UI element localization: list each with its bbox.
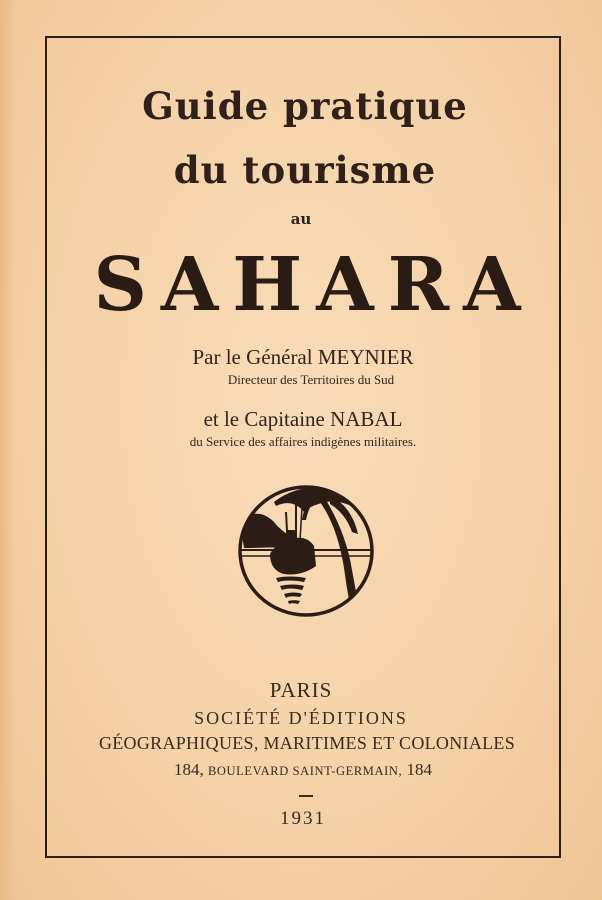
title-line-2: du tourisme <box>173 148 437 192</box>
main-title: SAHARA <box>93 242 535 328</box>
author-1-role: Directeur des Territoires du Sud <box>227 372 395 387</box>
author-2-name: et le Capitaine NABAL <box>203 407 403 431</box>
separator-dash <box>299 795 313 797</box>
title-connector: au <box>290 210 312 228</box>
address-number-right: 184 <box>406 760 433 779</box>
publisher-name-line-1: SOCIÉTÉ D'ÉDITIONS <box>194 708 408 728</box>
publisher-address <box>2 760 602 780</box>
author-2-role: du Service des affaires indigènes militaires. <box>189 434 417 449</box>
publication-year: 1931 <box>280 808 326 829</box>
publisher-city: PARIS <box>269 678 333 702</box>
title-line-1: Guide pratique <box>142 84 468 128</box>
ship-palm-emblem-icon <box>234 482 378 620</box>
publisher-name-line-2: GÉOGRAPHIQUES, MARITIMES ET COLONIALES <box>98 733 516 753</box>
author-1-name: Par le Général MEYNIER <box>192 345 414 369</box>
address-number-left: 184, <box>173 760 204 779</box>
address-street: BOULEVARD SAINT-GERMAIN, <box>207 764 403 778</box>
